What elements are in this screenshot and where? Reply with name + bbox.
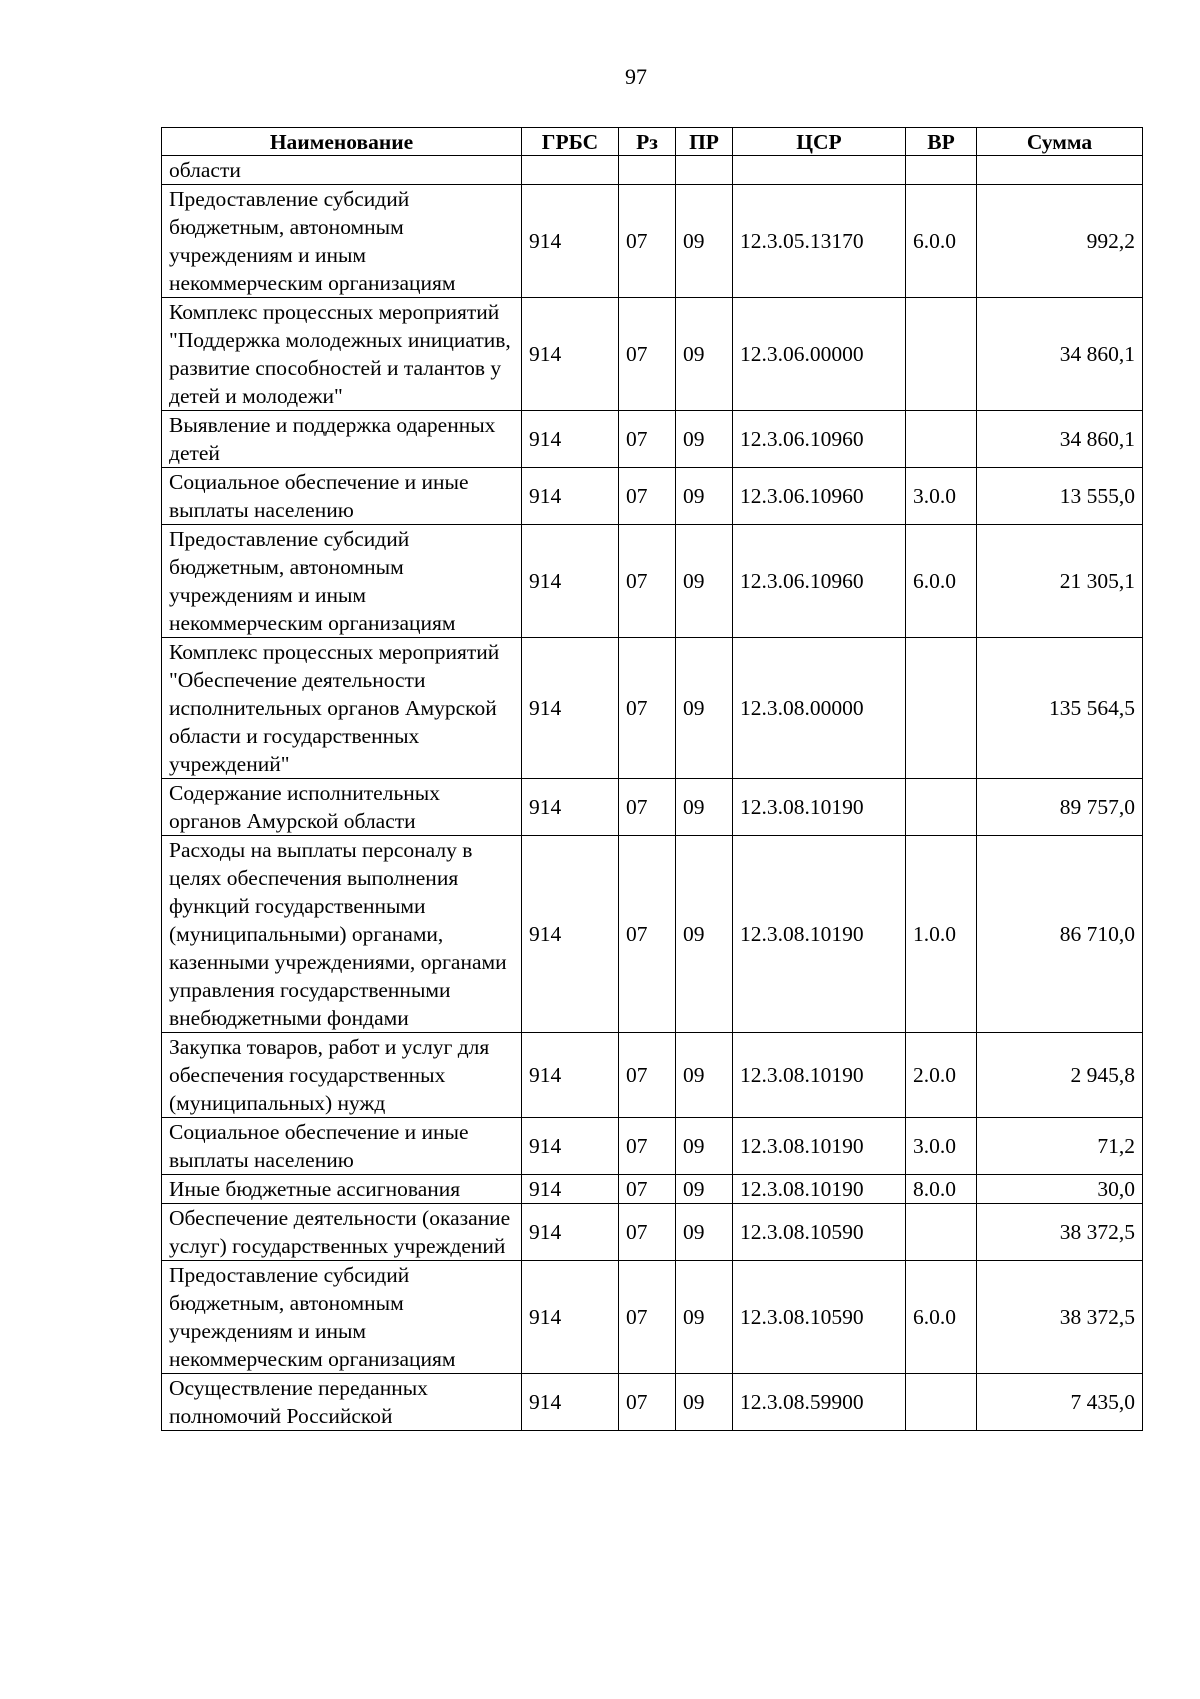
cell-csr (733, 156, 906, 185)
cell-sum: 71,2 (977, 1118, 1143, 1175)
cell-grbs: 914 (522, 1204, 619, 1261)
cell-rz: 07 (619, 779, 676, 836)
cell-grbs: 914 (522, 1261, 619, 1374)
cell-vr (906, 638, 977, 779)
cell-name: Предоставление субсидий бюджетным, автономным учреждениям и иным некоммерческим организациям (162, 185, 522, 298)
cell-rz: 07 (619, 1118, 676, 1175)
cell-pr (676, 156, 733, 185)
cell-pr: 09 (676, 779, 733, 836)
cell-vr: 2.0.0 (906, 1033, 977, 1118)
cell-name: Расходы на выплаты персоналу в целях обеспечения выполнения функций государственными (муниципальными) органами, казенными учреждениями, органами управления государственными внебюджетными фондами (162, 836, 522, 1033)
cell-csr: 12.3.08.10590 (733, 1261, 906, 1374)
header-pr: ПР (676, 128, 733, 156)
cell-grbs: 914 (522, 638, 619, 779)
table-row (162, 638, 1143, 779)
cell-csr: 12.3.06.10960 (733, 411, 906, 468)
budget-table (161, 127, 1143, 1431)
cell-pr: 09 (676, 1175, 733, 1204)
table-row (162, 298, 1143, 411)
page-number: 97 (625, 64, 647, 89)
header-csr: ЦСР (733, 128, 906, 156)
header-sum: Сумма (977, 128, 1143, 156)
cell-vr: 8.0.0 (906, 1175, 977, 1204)
cell-rz: 07 (619, 1204, 676, 1261)
cell-rz: 07 (619, 1033, 676, 1118)
cell-name: области (162, 156, 522, 185)
header-name: Наименование (162, 128, 522, 156)
cell-name: Иные бюджетные ассигнования (162, 1175, 522, 1204)
cell-csr: 12.3.08.10190 (733, 836, 906, 1033)
table-row (162, 411, 1143, 468)
table-row (162, 1374, 1143, 1431)
table-row (162, 185, 1143, 298)
cell-rz: 07 (619, 468, 676, 525)
cell-rz: 07 (619, 638, 676, 779)
cell-pr: 09 (676, 1374, 733, 1431)
cell-pr: 09 (676, 638, 733, 779)
table-row (162, 525, 1143, 638)
cell-grbs (522, 156, 619, 185)
cell-rz: 07 (619, 298, 676, 411)
cell-rz: 07 (619, 1175, 676, 1204)
cell-vr (906, 1374, 977, 1431)
cell-vr (906, 411, 977, 468)
cell-vr (906, 156, 977, 185)
cell-name: Предоставление субсидий бюджетным, автономным учреждениям и иным некоммерческим организациям (162, 1261, 522, 1374)
cell-name: Закупка товаров, работ и услуг для обеспечения государственных (муниципальных) нужд (162, 1033, 522, 1118)
table-body (162, 156, 1143, 1431)
cell-csr: 12.3.08.10190 (733, 1175, 906, 1204)
cell-vr: 6.0.0 (906, 525, 977, 638)
cell-pr: 09 (676, 1204, 733, 1261)
cell-csr: 12.3.08.10190 (733, 779, 906, 836)
table-row (162, 156, 1143, 185)
cell-grbs: 914 (522, 185, 619, 298)
cell-grbs: 914 (522, 1118, 619, 1175)
cell-sum (977, 156, 1143, 185)
cell-grbs: 914 (522, 411, 619, 468)
cell-vr (906, 1204, 977, 1261)
cell-pr: 09 (676, 1261, 733, 1374)
table-row (162, 1261, 1143, 1374)
cell-pr: 09 (676, 411, 733, 468)
table-row (162, 1118, 1143, 1175)
cell-rz: 07 (619, 1261, 676, 1374)
cell-pr: 09 (676, 1118, 733, 1175)
cell-name: Предоставление субсидий бюджетным, автономным учреждениям и иным некоммерческим организациям (162, 525, 522, 638)
cell-name: Содержание исполнительных органов Амурской области (162, 779, 522, 836)
cell-csr: 12.3.08.10590 (733, 1204, 906, 1261)
cell-pr: 09 (676, 185, 733, 298)
cell-vr: 1.0.0 (906, 836, 977, 1033)
header-grbs: ГРБС (522, 128, 619, 156)
cell-name: Социальное обеспечение и иные выплаты населению (162, 1118, 522, 1175)
cell-sum: 38 372,5 (977, 1204, 1143, 1261)
cell-rz: 07 (619, 525, 676, 638)
cell-grbs: 914 (522, 525, 619, 638)
cell-vr: 6.0.0 (906, 1261, 977, 1374)
cell-name: Выявление и поддержка одаренных детей (162, 411, 522, 468)
cell-vr: 3.0.0 (906, 468, 977, 525)
cell-grbs: 914 (522, 1175, 619, 1204)
cell-vr (906, 298, 977, 411)
cell-csr: 12.3.06.10960 (733, 525, 906, 638)
header-rz: Рз (619, 128, 676, 156)
cell-vr: 3.0.0 (906, 1118, 977, 1175)
cell-csr: 12.3.08.00000 (733, 638, 906, 779)
cell-pr: 09 (676, 836, 733, 1033)
cell-csr: 12.3.08.10190 (733, 1118, 906, 1175)
cell-name: Комплекс процессных мероприятий "Обеспечение деятельности исполнительных органов Амурской области и государственных учреждений" (162, 638, 522, 779)
cell-grbs: 914 (522, 1374, 619, 1431)
cell-name: Комплекс процессных мероприятий "Поддержка молодежных инициатив, развитие способностей и талантов у детей и молодежи" (162, 298, 522, 411)
cell-rz: 07 (619, 1374, 676, 1431)
cell-name: Социальное обеспечение и иные выплаты населению (162, 468, 522, 525)
cell-sum: 992,2 (977, 185, 1143, 298)
cell-pr: 09 (676, 525, 733, 638)
table-row (162, 1175, 1143, 1204)
cell-sum: 2 945,8 (977, 1033, 1143, 1118)
cell-grbs: 914 (522, 779, 619, 836)
table-header-row (162, 128, 1143, 156)
cell-grbs: 914 (522, 468, 619, 525)
cell-rz: 07 (619, 836, 676, 1033)
cell-vr (906, 779, 977, 836)
cell-rz (619, 156, 676, 185)
table-row (162, 779, 1143, 836)
table-row (162, 1033, 1143, 1118)
cell-grbs: 914 (522, 1033, 619, 1118)
cell-rz: 07 (619, 411, 676, 468)
header-vr: ВР (906, 128, 977, 156)
cell-sum: 86 710,0 (977, 836, 1143, 1033)
cell-pr: 09 (676, 1033, 733, 1118)
cell-csr: 12.3.06.10960 (733, 468, 906, 525)
table-row (162, 468, 1143, 525)
cell-csr: 12.3.08.10190 (733, 1033, 906, 1118)
cell-name: Обеспечение деятельности (оказание услуг) государственных учреждений (162, 1204, 522, 1261)
cell-grbs: 914 (522, 836, 619, 1033)
cell-name: Осуществление переданных полномочий Российской (162, 1374, 522, 1431)
table-row (162, 1204, 1143, 1261)
cell-csr: 12.3.06.00000 (733, 298, 906, 411)
cell-vr: 6.0.0 (906, 185, 977, 298)
cell-rz: 07 (619, 185, 676, 298)
cell-grbs: 914 (522, 298, 619, 411)
cell-sum: 135 564,5 (977, 638, 1143, 779)
cell-sum: 13 555,0 (977, 468, 1143, 525)
cell-sum: 34 860,1 (977, 411, 1143, 468)
table-row (162, 836, 1143, 1033)
cell-pr: 09 (676, 468, 733, 525)
cell-pr: 09 (676, 298, 733, 411)
cell-csr: 12.3.05.13170 (733, 185, 906, 298)
cell-sum: 34 860,1 (977, 298, 1143, 411)
cell-sum: 7 435,0 (977, 1374, 1143, 1431)
cell-sum: 89 757,0 (977, 779, 1143, 836)
cell-csr: 12.3.08.59900 (733, 1374, 906, 1431)
cell-sum: 30,0 (977, 1175, 1143, 1204)
cell-sum: 21 305,1 (977, 525, 1143, 638)
cell-sum: 38 372,5 (977, 1261, 1143, 1374)
